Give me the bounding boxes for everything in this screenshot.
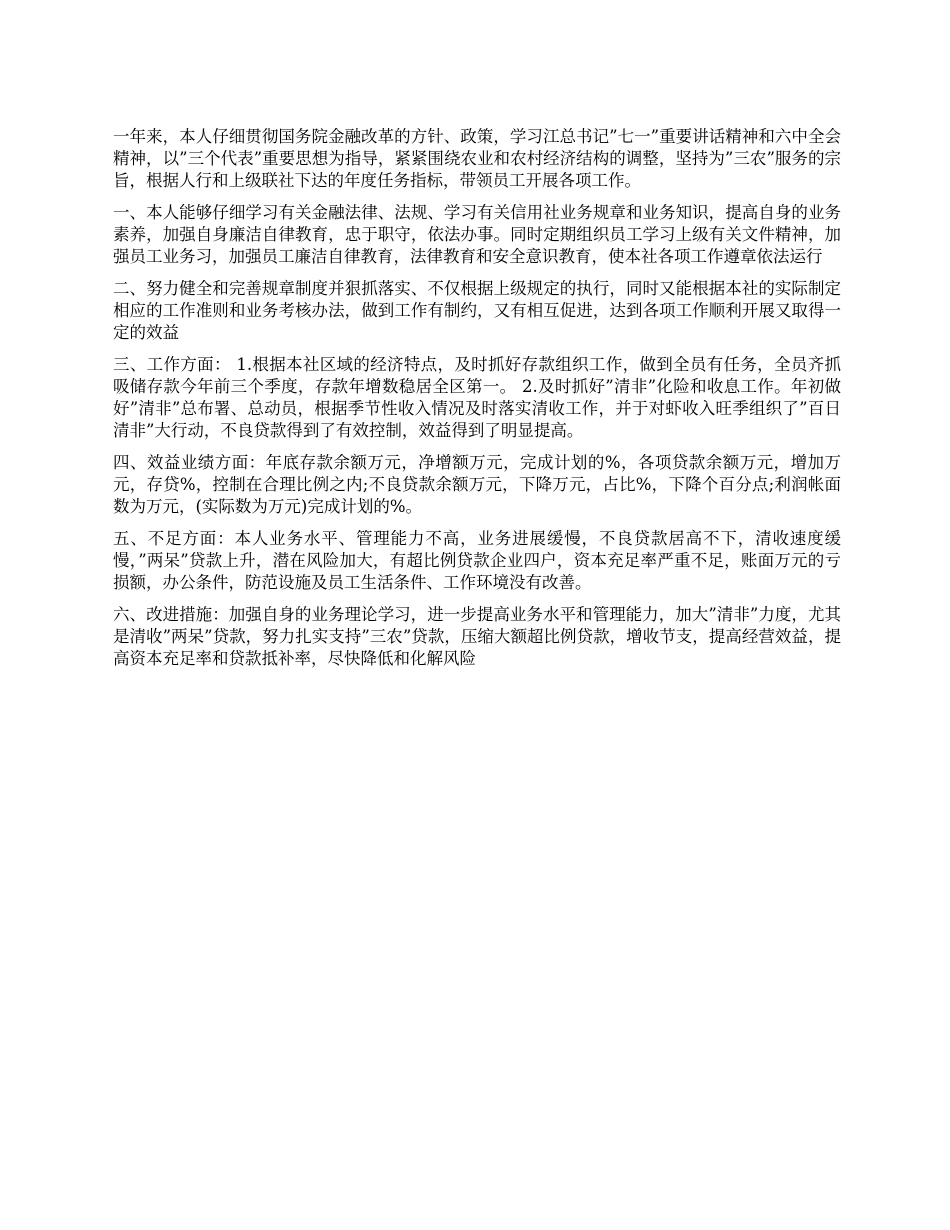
document-body [113,126,841,680]
paragraph-section-2: 二、努力健全和完善规章制度并狠抓落实、不仅根据上级规定的执行，同时又能根据本社的实际制定相应的工作准则和业务考核办法，做到工作有制约，又有相互促进，达到各项工作顺利开展又取得一定的效益 [113,279,841,342]
paragraph-intro: 一年来，本人仔细贯彻国务院金融改革的方针、政策，学习江总书记”七一”重要讲话精神和六中全会精神，以”三个代表”重要思想为指导，紧紧围绕农业和农村经济结构的调整，坚持为”三农”服务的宗旨，根据人行和上级联社下达的年度任务指标，带领员工开展各项工作。 [113,127,841,190]
paragraph-section-4: 四、效益业绩方面：年底存款余额万元，净增额万元，完成计划的%，各项贷款余额万元，增加万元，存贷%，控制在合理比例之内;不良贷款余额万元，下降万元，占比%，下降个百分点;利润帐面数为万元，(实际数为万元)完成计划的%。 [113,453,841,516]
paragraph-section-5: 五、不足方面：本人业务水平、管理能力不高，业务进展缓慢，不良贷款居高不下，清收速度缓慢，”两呆”贷款上升，潜在风险加大，有超比例贷款企业四户，资本充足率严重不足，账面万元的亏损额，办公条件，防范设施及员工生活条件、工作环境没有改善。 [113,529,841,592]
paragraph-section-1: 一、本人能够仔细学习有关金融法律、法规、学习有关信用社业务规章和业务知识，提高自身的业务素养，加强自身廉洁自律教育，忠于职守，依法办事。同时定期组织员工学习上级有关文件精神，加强员工业务习，加强员工廉洁自律教育，法律教育和安全意识教育，使本社各项工作遵章依法运行 [113,203,841,266]
paragraph-section-3: 三、工作方面： 1.根据本社区域的经济特点，及时抓好存款组织工作，做到全员有任务，全员齐抓吸储存款今年前三个季度，存款年增数稳居全区第一。 2.及时抓好”清非”化险和收息工作。年初做好”清非”总布署、总动员，根据季节性收入情况及时落实清收工作，并于对虾收入旺季组织了”百日清非”大行动，不良贷款得到了有效控制，效益得到了明显提高。 [113,355,841,440]
paragraph-section-6: 六、改进措施：加强自身的业务理论学习，进一步提高业务水平和管理能力，加大”清非”力度，尤其是清收”两呆”贷款，努力扎实支持”三农”贷款，压缩大额超比例贷款，增收节支，提高经营效益，提高资本充足率和贷款抵补率，尽快降低和化解风险 [113,605,841,668]
